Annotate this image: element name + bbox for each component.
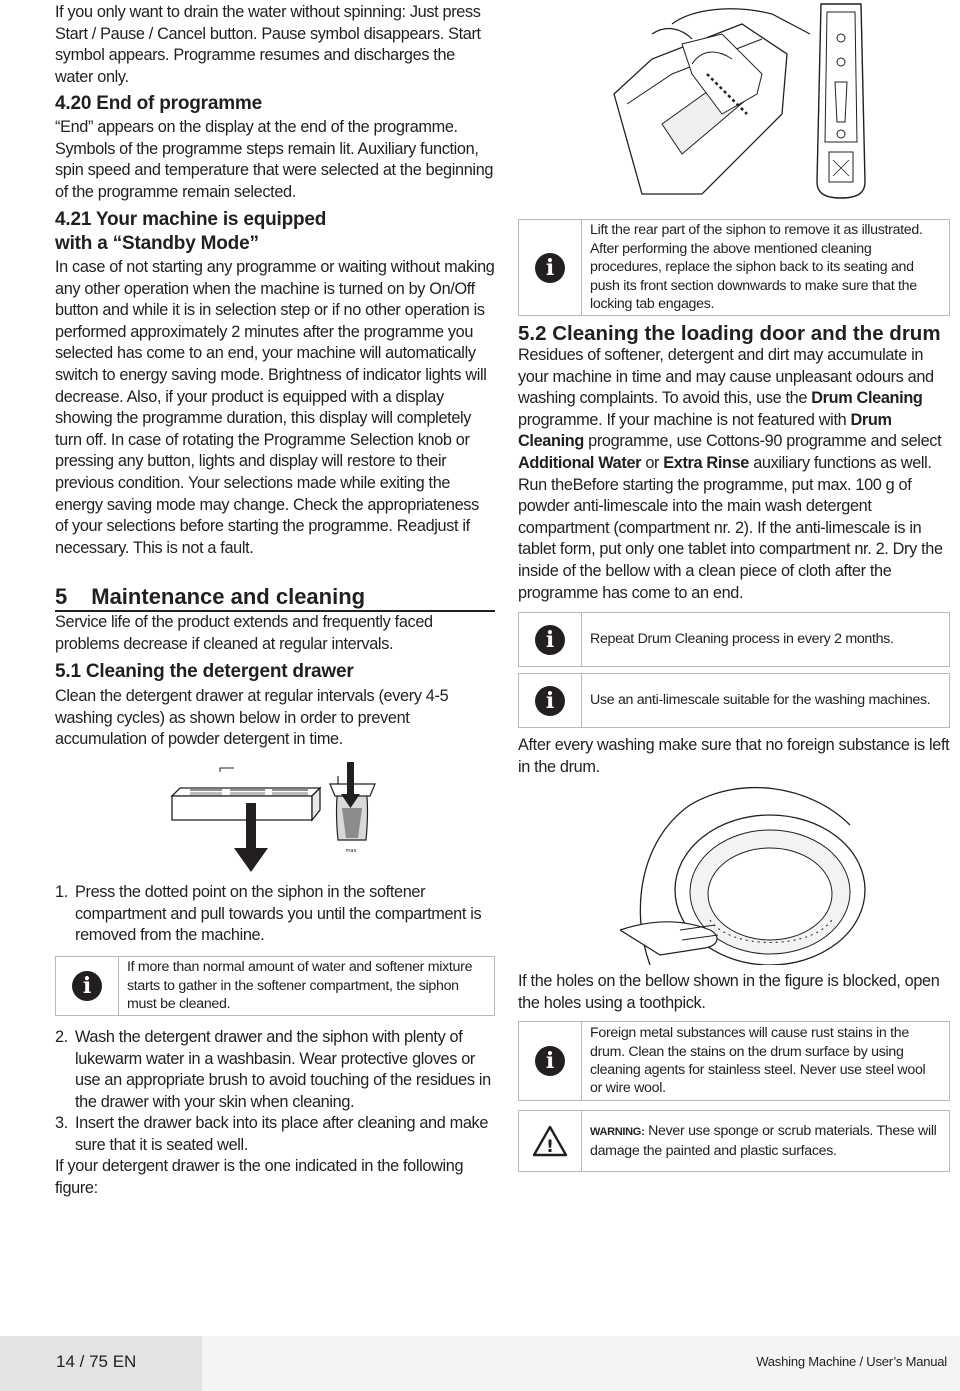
info-icon: i — [535, 686, 565, 716]
step-number: 3. — [55, 1114, 68, 1133]
intro-paragraph: If you only want to drain the water without spinning: Just press Start / Pause / Cancel button. Pause symbol disappears. Start symbol appears. Programme resumes and discharges the water only. — [55, 3, 481, 86]
p52-text-i: auxiliary functions as well. Run theBefore starting the programme, put max. 100 g of powder anti-limescale into the main wash detergent compartment (compartment nr. 2). If the anti-limescale is in tablet form, put only one tablet into compartment nr. 2. Dry the inside of the bellow with a clean piece of cloth after the programme has come to an end. — [518, 453, 943, 602]
section-5-2-heading: 5.2 Cleaning the loading door and the drum — [518, 322, 941, 345]
section-5-heading — [55, 584, 495, 610]
section-4-21-heading-line2: with a “Standby Mode” — [55, 233, 259, 254]
section-5-1-paragraph: Clean the detergent drawer at regular intervals (every 4-5 washing cycles) as shown below in order to prevent accumulation of powder detergent in time. — [55, 687, 449, 749]
section-5-2-paragraph — [518, 345, 950, 604]
section-5-number: 5 — [55, 584, 68, 609]
warning-label: WARNING: — [590, 1126, 645, 1139]
info-note-softener — [55, 956, 495, 1016]
cleaning-steps-list-2 — [55, 1027, 495, 1157]
info-icon-cell — [519, 674, 582, 727]
step-number: 1. — [55, 883, 68, 901]
info-note-text: Lift the rear part of the siphon to remove it as illustrated. After performing the above mentioned cleaning procedures, replace the siphon back to its seating and push its front section downwards to make sure that the locking tab engages. — [590, 222, 923, 313]
siphon-lift-figure — [612, 4, 812, 200]
step-text: Insert the drawer back into its place after cleaning and make sure that it is seated well. — [75, 1114, 489, 1154]
warning-text: Never use sponge or scrub materials. These will damage the painted and plastic surfaces. — [590, 1123, 937, 1159]
step-text: Press the dotted point on the siphon in the softener compartment and pull towards you until the compartment is removed from the machine. — [75, 883, 482, 945]
p52-text-e: programme, use Cottons-90 programme and select — [583, 432, 942, 451]
info-icon-cell — [519, 1022, 582, 1100]
info-icon-cell — [56, 957, 119, 1015]
section-4-20-paragraph: “End” appears on the display at the end of the programme. Symbols of the programme steps remain lit. Auxiliary function, spin speed and temperature that were selected at the beginning of the programme remain selected. — [55, 118, 494, 201]
cleaning-steps-list-1 — [55, 882, 495, 947]
p52-text-g: or — [641, 453, 664, 472]
section-4-20-heading: 4.20 End of programme — [55, 93, 262, 114]
warning-note-text — [582, 1122, 949, 1160]
section-5-heading-block — [55, 584, 495, 612]
section-5-1-heading: 5.1 Cleaning the detergent drawer — [55, 661, 354, 682]
step-number: 2. — [55, 1028, 68, 1046]
p52-text-a: Residues of softener, detergent and dirt may accumulate in your machine in time and may cause unpleasant odours and washing complaints. To avoid this, use the — [518, 346, 934, 408]
siphon-detail-figure — [815, 2, 867, 202]
info-note-text: Foreign metal substances will cause rust stains in the drum. Clean the stains on the drum surface by using cleaning agents for stainless steel. Never use steel wool or wire wool. — [590, 1025, 926, 1097]
drawer-outro-paragraph: If your detergent drawer is the one indicated in the following figure: — [55, 1157, 464, 1197]
page-number: 14 / 75 EN — [56, 1352, 137, 1371]
drum-cleaning-term-1: Drum Cleaning — [811, 389, 923, 408]
info-note-text: Repeat Drum Cleaning process in every 2 months. — [590, 631, 894, 648]
info-icon: i — [535, 253, 565, 283]
info-note-text: Use an anti-limescale suitable for the washing machines. — [590, 692, 931, 709]
drum-bellow-figure — [620, 780, 880, 965]
info-icon-cell — [519, 613, 582, 666]
info-note-metal — [518, 1021, 950, 1101]
manual-title: Washing Machine / User’s Manual — [756, 1354, 947, 1369]
bellow-holes-paragraph: If the holes on the bellow shown in the figure is blocked, open the holes using a toothpick. — [518, 972, 940, 1012]
step-text: Wash the detergent drawer and the siphon with plenty of lukewarm water in a washbasin. Wear protective gloves or use an appropriate brush to avoid touching of the residues in the drawer with your skin when cleaning. — [75, 1028, 491, 1111]
info-icon: i — [72, 971, 102, 1001]
p52-text-c: programme. If your machine is not featured with — [518, 410, 851, 429]
info-note-repeat — [518, 612, 950, 667]
section-4-21-paragraph: In case of not starting any programme or waiting without making any other operation when the machine is turned on by On/Off button and while it is in selection step or if no other operation is performed approximately 2 minutes after the programme you selected has come to an end, your machine will automatically switch to energy saving mode. Brightness of indicator lights will decrease. Also, if your product is equipped with a display showing the programme duration, this display will completely turn off. In case of rotating the Programme Selection knob or pressing any button, lights and display will restore to their previous condition. Your selections made while exiting the energy saving mode may change. Check the appropriateness of your selections before starting the programme. Readjust if necessary. This is not a fault. — [55, 258, 495, 557]
additional-water-term: Additional Water — [518, 453, 642, 472]
info-note-text: If more than normal amount of water and softener mixture starts to gather in the softener compartment, the siphon must be cleaned. — [127, 959, 473, 1013]
section-5-title: Maintenance and cleaning — [91, 584, 366, 609]
warning-note — [518, 1110, 950, 1172]
after-washing-paragraph: After every washing make sure that no foreign substance is left in the drum. — [518, 736, 950, 776]
section-4-21-heading — [55, 208, 495, 256]
section-5-paragraph: Service life of the product extends and frequently faced problems decrease if cleaned at regular intervals. — [55, 613, 433, 653]
list-item — [55, 1027, 495, 1113]
info-icon-cell — [519, 220, 582, 315]
info-note-antilimescale — [518, 673, 950, 728]
drawer-removal-figure — [170, 760, 400, 875]
list-item — [55, 882, 495, 947]
warning-triangle-icon — [532, 1125, 568, 1157]
info-icon: i — [535, 1046, 565, 1076]
info-icon: i — [535, 625, 565, 655]
siphon-tag-label: max — [345, 848, 357, 854]
section-4-21-heading-line1: 4.21 Your machine is equipped — [55, 209, 327, 230]
extra-rinse-term: Extra Rinse — [663, 453, 750, 472]
warning-icon-cell — [519, 1111, 582, 1171]
drum-cleaning-term-2: Drum Cleaning — [518, 410, 892, 451]
list-item — [55, 1113, 495, 1156]
info-note-siphon — [518, 219, 950, 316]
warning-exclamation: ! — [546, 1137, 554, 1157]
